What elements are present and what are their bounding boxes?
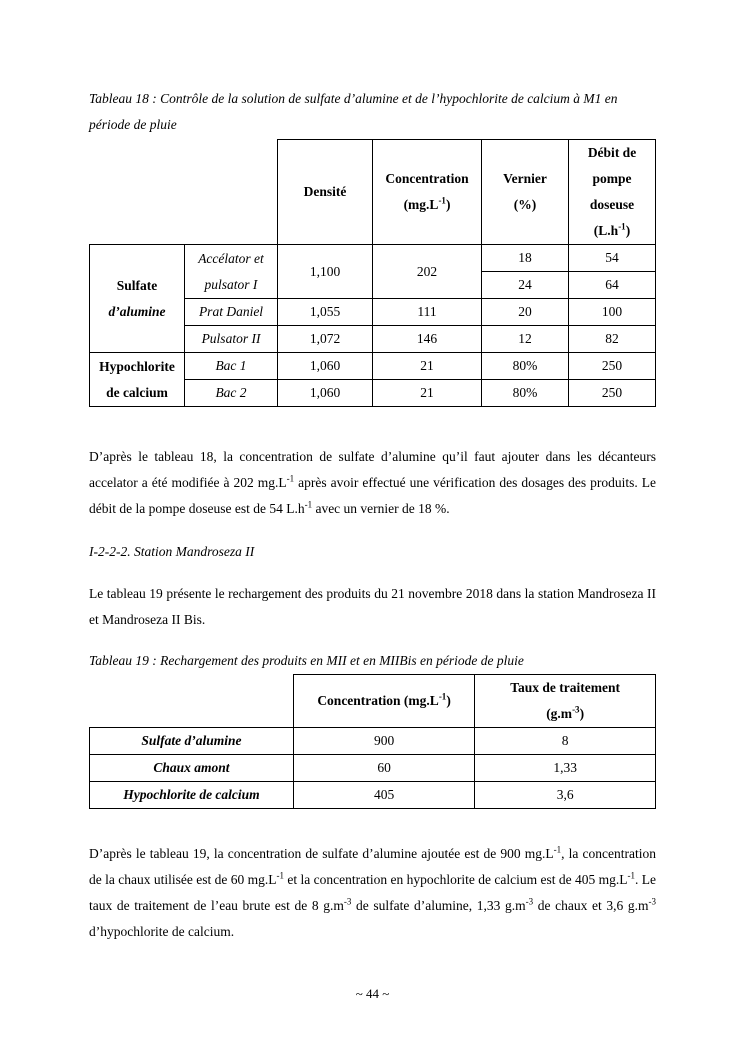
cell-vernier: 80% xyxy=(482,353,569,380)
table-row xyxy=(90,755,656,782)
page-number: ~ 44 ~ xyxy=(355,986,390,1001)
row-label: Hypochlorite de calcium xyxy=(90,782,294,809)
row-name: Bac 1 xyxy=(185,353,278,380)
table18-caption: Tableau 18 : Contrôle de la solution de sulfate d’alumine et de l’hypochlorite de calcium à M1 en période de pluie xyxy=(89,91,618,132)
row-name: Bac 2 xyxy=(185,380,278,407)
group-hypochlorite-label: Hypochlorite de calcium xyxy=(90,353,185,407)
paragraph-2: Le tableau 19 présente le rechargement des produits du 21 novembre 2018 dans la station Mandroseza II et Mandroseza II Bis. xyxy=(89,586,656,627)
table19 xyxy=(89,674,656,809)
cell-debit: 64 xyxy=(569,272,656,299)
header-concentration: Concentration $(mg.L^{-1})$ xyxy=(293,675,474,728)
cell-debit: 250 xyxy=(569,380,656,407)
cell-densite: 1,072 xyxy=(278,326,373,353)
cell-vernier: 80% xyxy=(482,380,569,407)
cell-vernier: 24 xyxy=(482,272,569,299)
table-row xyxy=(90,728,656,755)
cell-taux: 3,6 xyxy=(475,782,656,809)
row-label: Chaux amont xyxy=(90,755,294,782)
cell-debit: 100 xyxy=(569,299,656,326)
cell-concentration: 60 xyxy=(293,755,474,782)
table-row xyxy=(90,782,656,809)
cell-concentration: 111 xyxy=(373,299,482,326)
document-page xyxy=(89,86,657,939)
cell-taux: 1,33 xyxy=(475,755,656,782)
cell-taux: 8 xyxy=(475,728,656,755)
table-row xyxy=(90,245,656,272)
section-heading: I-2-2-2. Station Mandroseza II xyxy=(89,544,255,559)
cell-concentration: 146 xyxy=(373,326,482,353)
cell-concentration: 900 xyxy=(293,728,474,755)
cell-densite: 1,055 xyxy=(278,299,373,326)
cell-densite: 1,060 xyxy=(278,380,373,407)
cell-concentration: 21 xyxy=(373,380,482,407)
cell-vernier: 18 xyxy=(482,245,569,272)
table19-caption: Tableau 19 : Rechargement des produits en MII et en MIIBis en période de pluie xyxy=(89,653,524,668)
paragraph-1: D’après le tableau 18, la concentration de sulfate d’alumine qu’il faut ajouter dans les décanteurs accelator a été modifiée à 202 $mg.L^{-1}$ après avoir effectué une vérification des dosages des produits. Le débit de la pompe doseuse est de 54 $L.h^{-1}$ avec un vernier de 18 %. xyxy=(89,449,657,516)
cell-concentration: 202 xyxy=(373,245,482,299)
cell-vernier: 12 xyxy=(482,326,569,353)
group-sulfate-label: Sulfate d’alumine xyxy=(90,245,185,353)
cell-concentration: 405 xyxy=(293,782,474,809)
header-taux: Taux de traitement $(g.m^{-3})$ xyxy=(475,675,656,728)
cell-concentration: 21 xyxy=(373,353,482,380)
row-label: Sulfate d’alumine xyxy=(90,728,294,755)
header-densite: Densité xyxy=(278,140,373,245)
cell-debit: 82 xyxy=(569,326,656,353)
table18 xyxy=(89,139,656,407)
cell-densite: 1,100 xyxy=(278,245,373,299)
header-concentration: Concentration $(mg.L^{-1})$ xyxy=(373,140,482,245)
cell-debit: 54 xyxy=(569,245,656,272)
row-name: Pulsator II xyxy=(185,326,278,353)
cell-vernier: 20 xyxy=(482,299,569,326)
table-row xyxy=(90,353,656,380)
cell-densite: 1,060 xyxy=(278,353,373,380)
table-header-row xyxy=(90,140,656,245)
paragraph-3: D’après le tableau 19, la concentration de sulfate d’alumine ajoutée est de 900 $mg.L^{-1}$, la concentration de la chaux utilisée est de 60 $mg.L^{-1}$ et la concentration en hypochlorite de calcium est de 405 $mg.L^{-1}$. Le taux de traitement de l’eau brute est de 8 $g.m^{-3}$ de sulfate d’alumine, 1,33 $g.m^{-3}$ de chaux et 3,6 $g.m^{-3}$ d’hypochlorite de calcium. xyxy=(89,844,657,939)
row-name: Accélator et pulsator I xyxy=(185,245,278,299)
cell-debit: 250 xyxy=(569,353,656,380)
row-name: Prat Daniel xyxy=(185,299,278,326)
header-debit: Débit de pompe doseuse $(L.h^{-1})$ xyxy=(569,140,656,245)
header-vernier: Vernier (%) xyxy=(482,140,569,245)
table-header-row xyxy=(90,675,656,728)
